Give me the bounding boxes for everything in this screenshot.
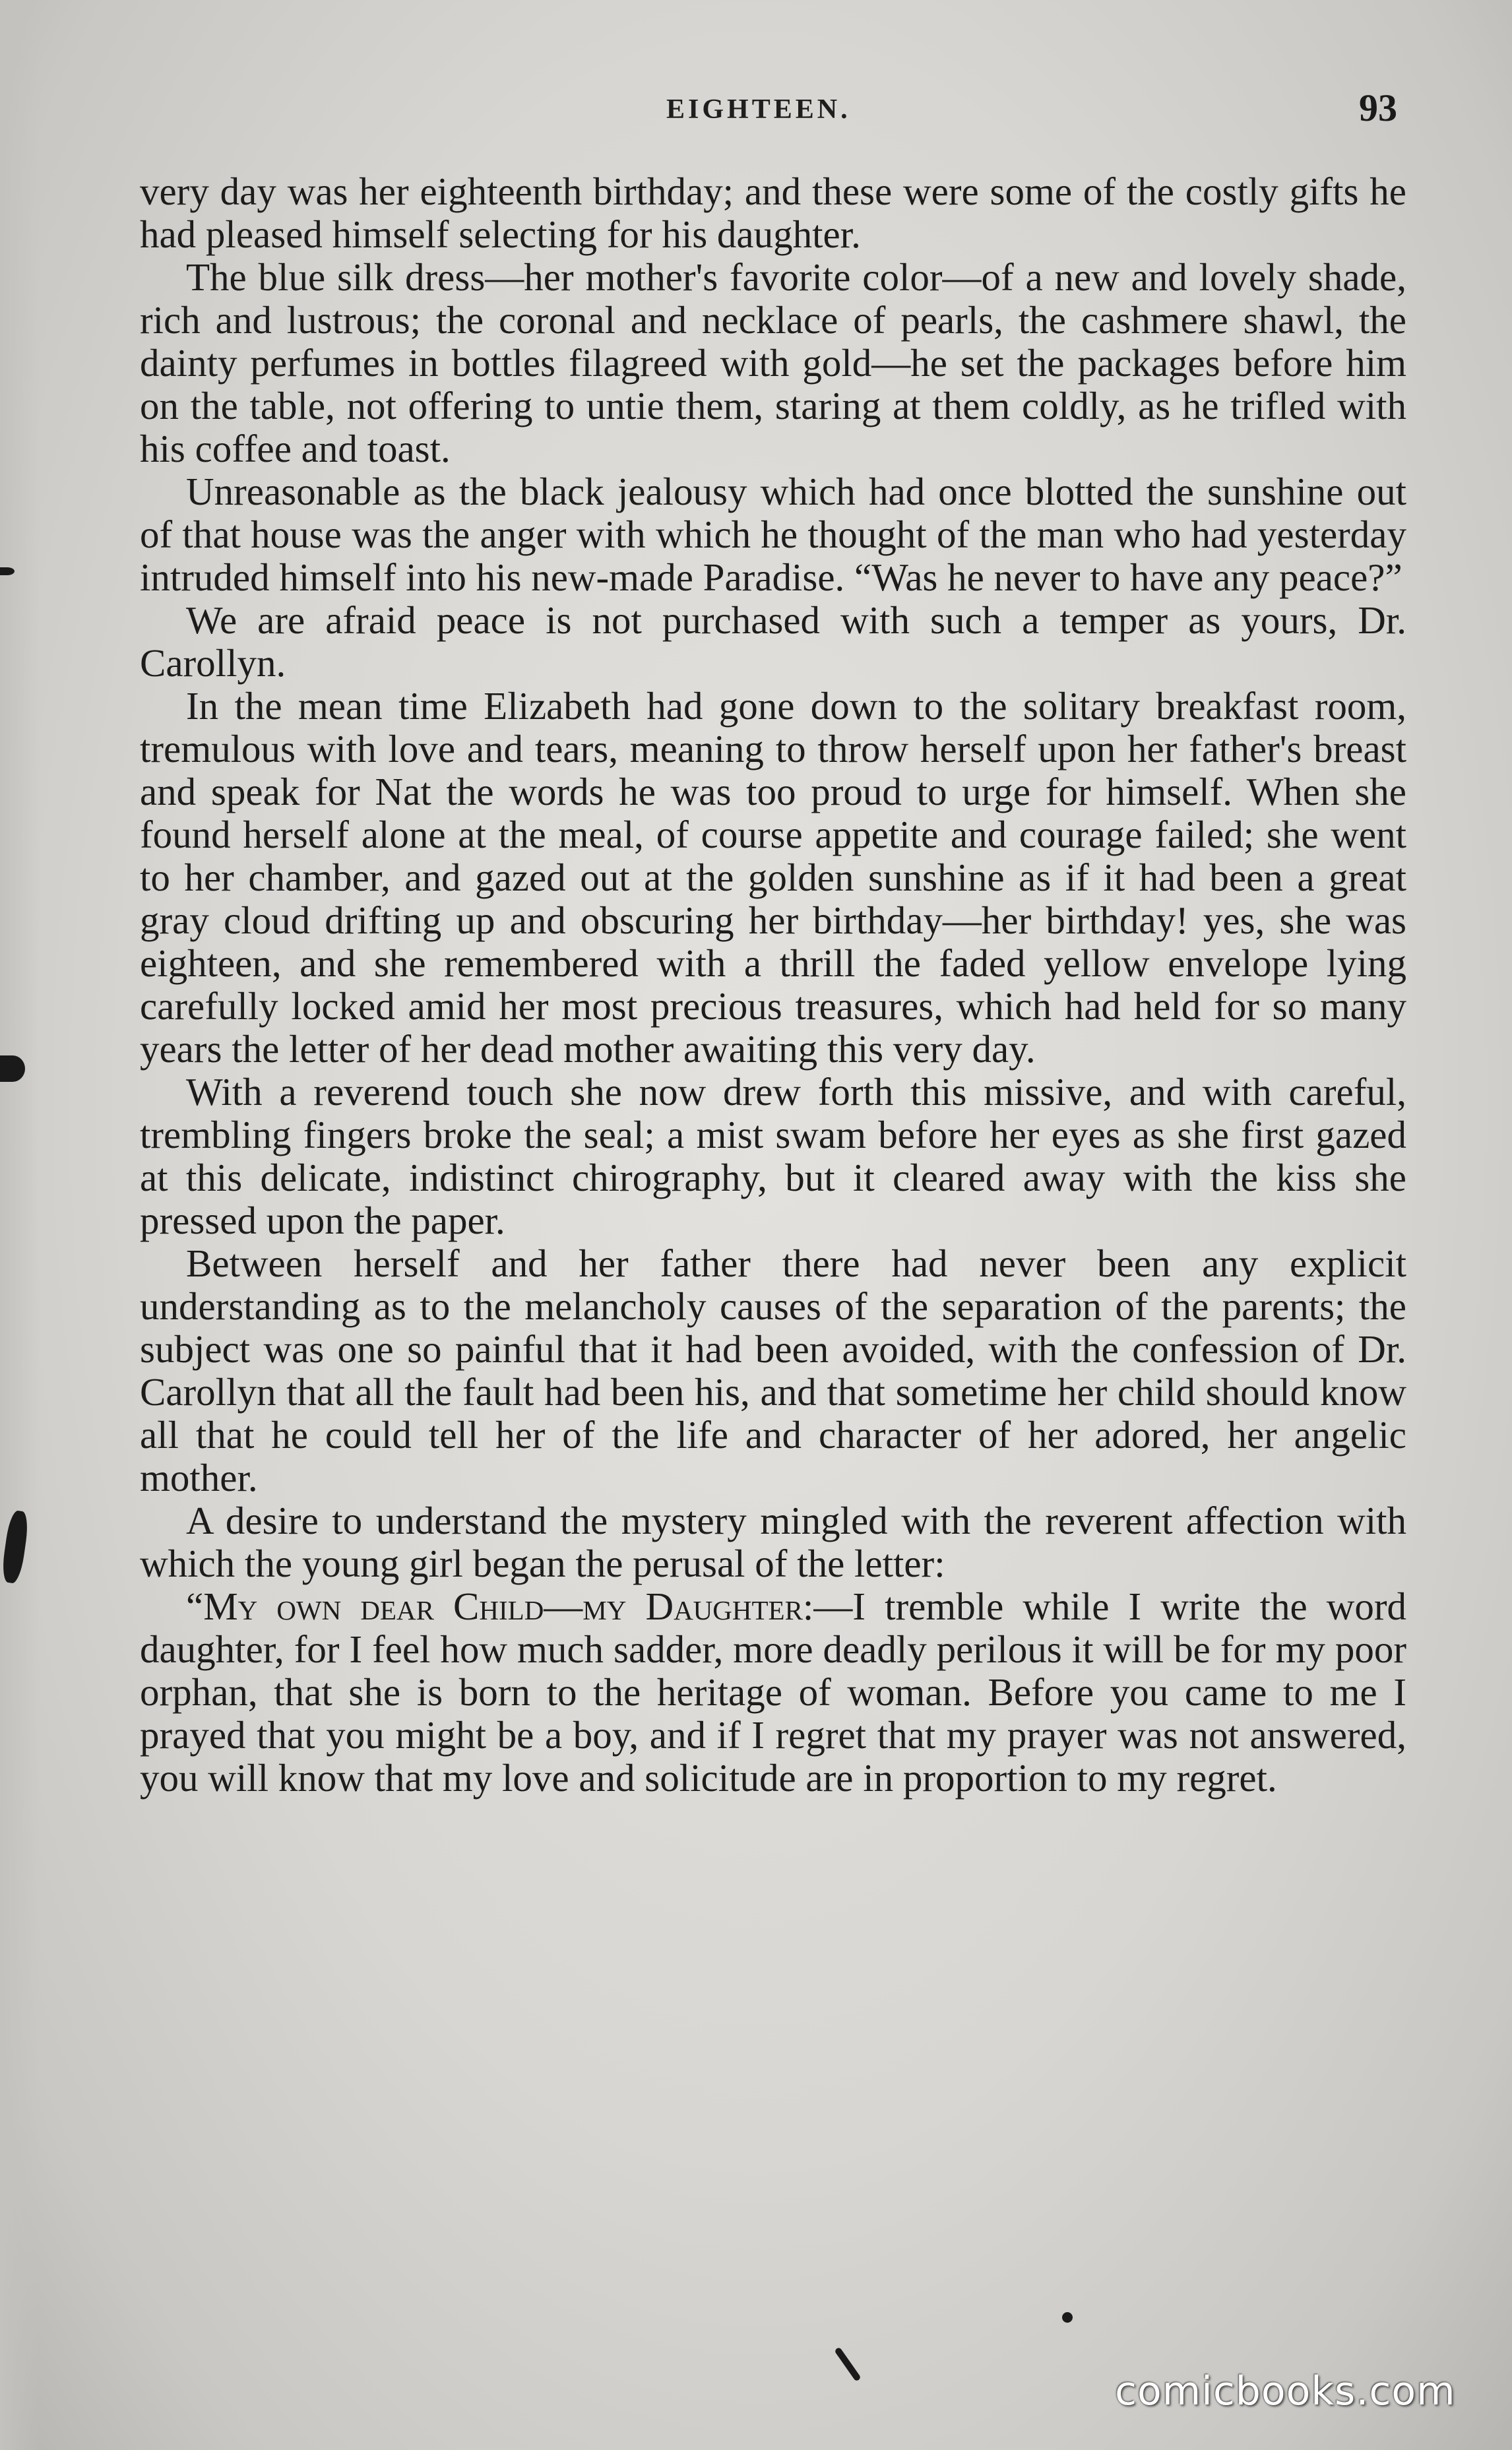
paragraph-6: With a reverend touch she now drew forth this missive, and with careful, trembling fingers broke the seal; a mist swam before her eyes as she first gazed at this delicate, indistinct chirography, but it cleared away with the kiss she pressed upon the paper. <box>140 1070 1406 1242</box>
ink-blot-mark <box>0 1055 25 1082</box>
paragraph-5: In the mean time Elizabeth had gone down to the solitary breakfast room, tremulous with love and tears, meaning to throw herself upon her father's breast and speak for Nat the words he was too proud to urge for himself. When she found herself alone at the meal, of course appetite and courage failed; she went to her chamber, and gazed out at the golden sunshine as if it had been a great gray cloud drifting up and obscuring her birthday—her birthday! yes, she was eighteen, and she remembered with a thrill the faded yellow envelope lying carefully locked amid her most precious treasures, which had held for so many years the letter of her dead mother awaiting this very day. <box>140 684 1406 1071</box>
body-text <box>140 170 1406 1800</box>
running-head: EIGHTEEN. <box>666 94 851 125</box>
paragraph-3: Unreasonable as the black jealousy which had once blotted the sunshine out of that house was the anger with which he thought of the man who had yesterday intruded himself into his new-made Paradise. “Was he never to have any peace?” <box>140 470 1406 599</box>
letter-paragraph: “My own dear Child—my Daughter:—I tremble while I write the word daughter, for I feel how much sadder, more deadly perilous it will be for my poor orphan, that she is born to the heritage of woman. Before you came to me I prayed that you might be a boy, and if I regret that my prayer was not answered, you will know that my love and solicitude are in proportion to my regret. <box>140 1585 1406 1800</box>
paragraph-1: very day was her eighteenth birthday; and these were some of the costly gifts he had pleased himself selecting for his daughter. <box>140 170 1406 256</box>
letter-salutation: My own dear Child—my Daughter: <box>203 1585 814 1628</box>
watermark: comicbooks.com <box>1115 2368 1456 2414</box>
page-edge-shadow <box>0 0 40 2450</box>
page-number: 93 <box>1359 86 1397 129</box>
paragraph-4: We are afraid peace is not purchased with such a temper as yours, Dr. Carollyn. <box>140 598 1406 685</box>
paragraph-2: The blue silk dress—her mother's favorite color—of a new and lovely shade, rich and lustrous; the coronal and necklace of pearls, the cashmere shawl, the dainty perfumes in bottles filagreed with gold—he set the packages before him on the table, not offering to untie them, staring at them coldly, as he trifled with his coffee and toast. <box>140 255 1406 470</box>
ink-blot-mark <box>834 2346 861 2381</box>
ink-blot-mark <box>1062 2312 1073 2323</box>
ink-blot-mark <box>0 567 15 575</box>
paragraph-8: A desire to understand the mystery mingled with the reverent affection with which the young girl began the perusal of the letter: <box>140 1499 1406 1585</box>
paragraph-7: Between herself and her father there had never been any explicit understanding as to the melancholy causes of the separation of the parents; the subject was one so painful that it had been avoided, with the confession of Dr. Carollyn that all the fault had been his, and that sometime her child should know all that he could tell her of the life and character of her adored, her angelic mother. <box>140 1241 1406 1499</box>
letter-text: —I tremble while I write the word daughter, for I feel how much sadder, more deadly perilous it will be for my poor orphan, that she is born to the heritage of woman. Before you came to me I prayed that you might be a boy, and if I regret that my prayer was not answered, you will know that my love and solicitude are in proportion to my regret. <box>140 1585 1406 1800</box>
page-header <box>0 79 1512 145</box>
